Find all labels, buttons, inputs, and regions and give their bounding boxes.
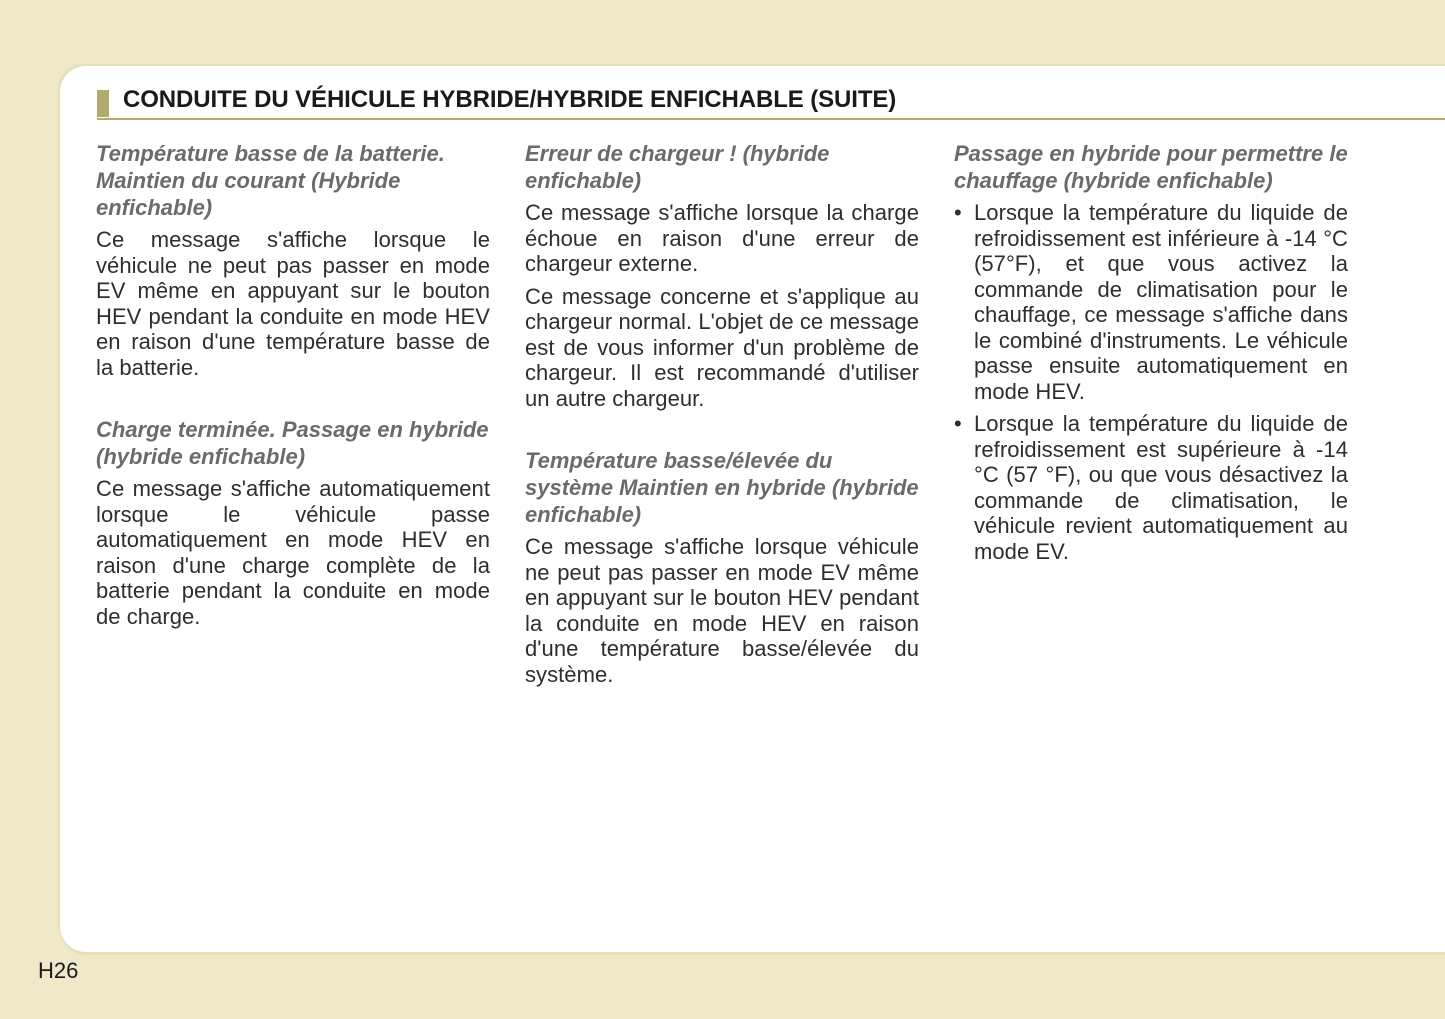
bullet-dot: •: [954, 200, 962, 225]
section-hybrid-heating: [954, 140, 1348, 564]
bullet-dot: •: [954, 411, 962, 436]
section-charger-error: [525, 140, 919, 411]
section-header: [97, 86, 1445, 120]
page-number: H26: [38, 958, 79, 983]
bullet-list: [954, 200, 1348, 564]
section-heading: Passage en hybride pour permettre le chauffage (hybride enfichable): [954, 141, 1348, 193]
bullet-item: [954, 411, 1348, 564]
section-paragraph: Ce message s'affiche lorsque le véhicule ne peut pas passer en mode EV même en appuyant sur le bouton HEV pendant la conduite en mode HEV en raison d'une température basse de la batterie.: [96, 227, 490, 380]
section-heading: Température basse/élevée du système Maintien en hybride (hybride enfichable): [525, 448, 919, 527]
section-charge-complete: [96, 416, 490, 629]
bullet-item: [954, 200, 1348, 404]
header-accent-bar: [97, 90, 109, 117]
column-2: [525, 140, 919, 687]
section-low-battery-temperature: [96, 140, 490, 380]
bullet-text: Lorsque la température du liquide de refroidissement est supérieure à -14 °C (57 °F), ou que vous désactivez la commande de climatisation, le véhicule revient automatiquement au mode EV.: [974, 411, 1348, 564]
section-paragraph: Ce message s'affiche lorsque véhicule ne peut pas passer en mode EV même en appuyant sur le bouton HEV pendant la conduite en mode HEV en raison d'une température basse/élevée du système.: [525, 534, 919, 687]
section-paragraph: Ce message s'affiche lorsque la charge échoue en raison d'une erreur de chargeur externe.: [525, 200, 919, 276]
page-title: CONDUITE DU VÉHICULE HYBRIDE/HYBRIDE ENFICHABLE (SUITE): [123, 86, 897, 113]
column-3: [954, 140, 1348, 564]
section-heading: Température basse de la batterie. Maintien du courant (Hybride enfichable): [96, 141, 445, 220]
column-1: [96, 140, 490, 629]
section-paragraph: Ce message concerne et s'applique au chargeur normal. L'objet de ce message est de vous informer d'un problème de chargeur. Il est recommandé d'utiliser un autre chargeur.: [525, 283, 919, 411]
section-system-temperature: [525, 447, 919, 687]
section-paragraph: Ce message s'affiche automatiquement lorsque le véhicule passe automatiquement en mode HEV en raison d'une charge complète de la batterie pendant la conduite en mode de charge.: [96, 476, 490, 629]
section-heading: Charge terminée. Passage en hybride (hybride enfichable): [96, 417, 489, 469]
bullet-text: Lorsque la température du liquide de refroidissement est inférieure à -14 °C (57°F), et que vous activez la commande de climatisation pour le chauffage, ce message s'affiche dans le combiné d'instruments. Le véhicule passe ensuite automatiquement en mode HEV.: [974, 200, 1348, 404]
section-heading: Erreur de chargeur ! (hybride enfichable): [525, 141, 830, 193]
